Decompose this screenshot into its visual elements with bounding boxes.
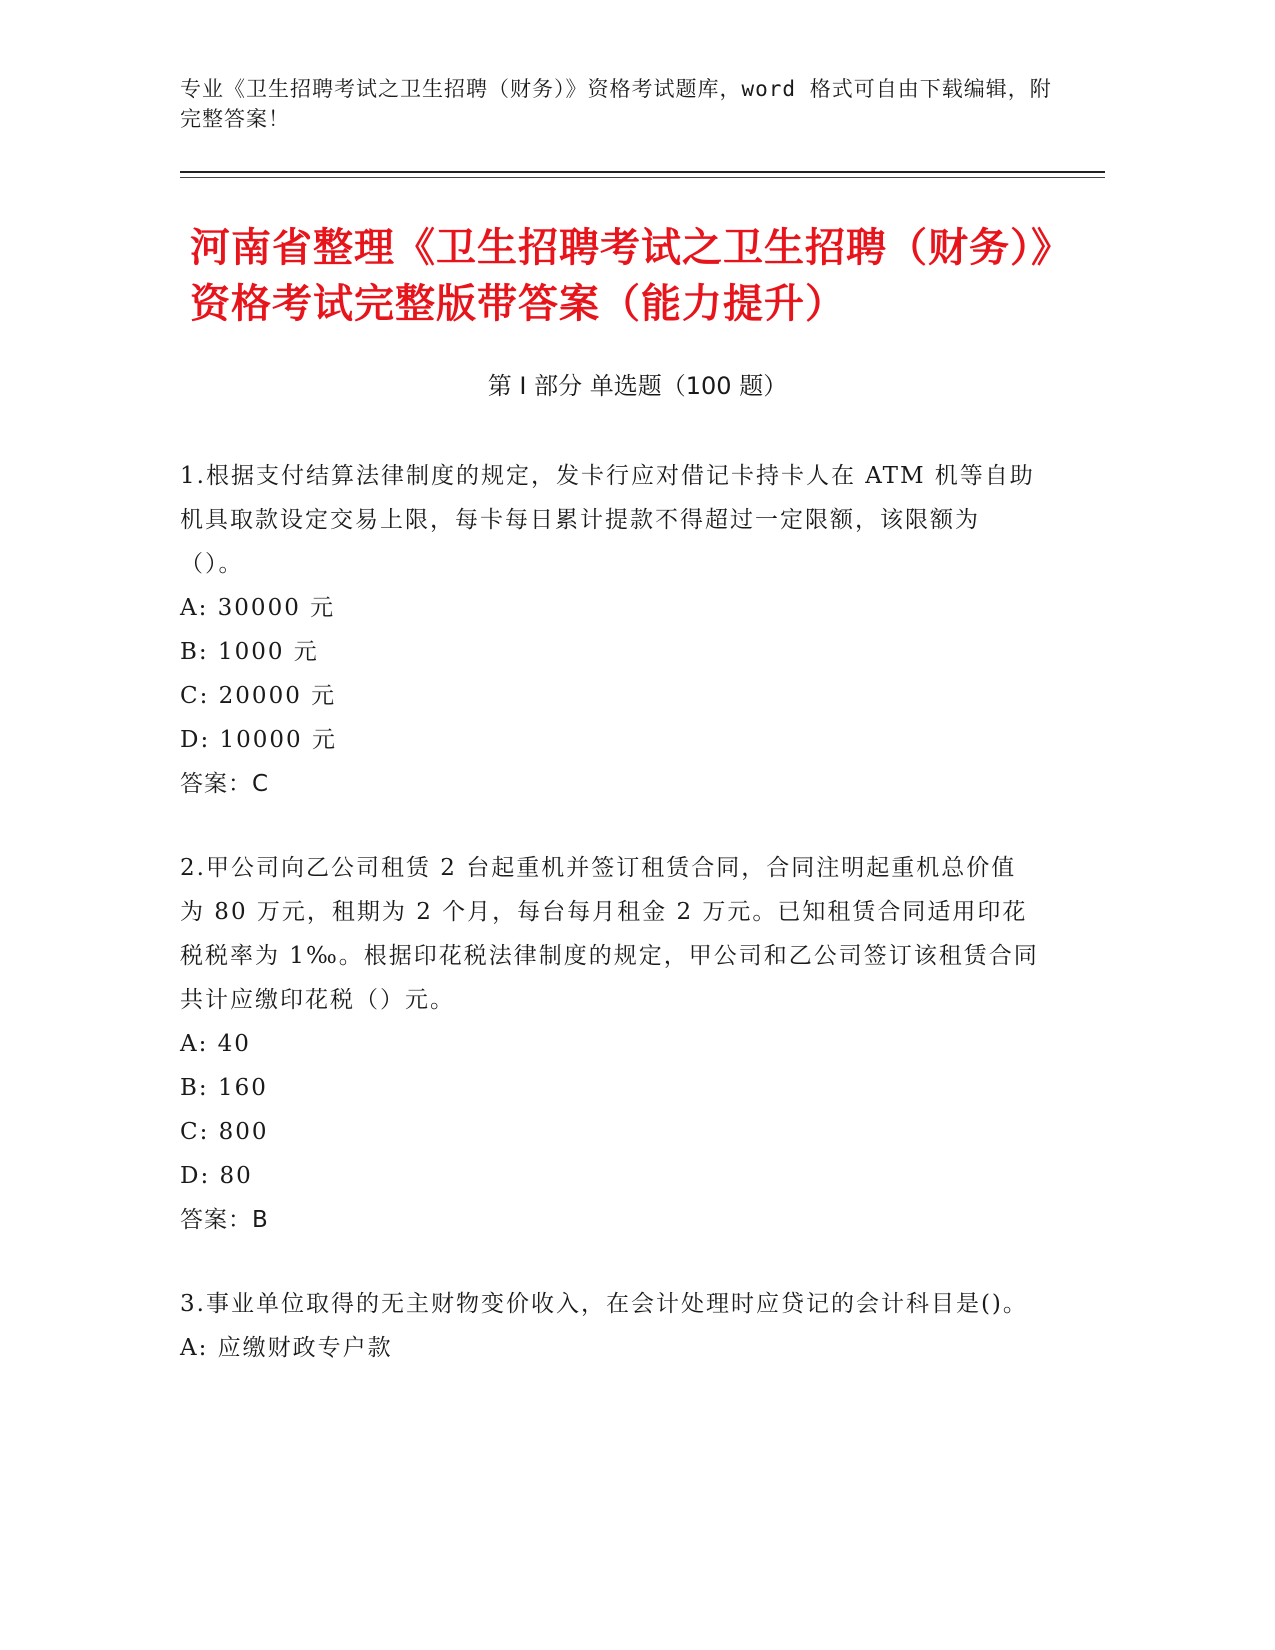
question-1 [180,454,1040,806]
option-text: 40 [208,1031,251,1057]
document-title: 河南省整理《卫生招聘考试之卫生招聘（财务）》资格考试完整版带答案（能力提升） [190,225,1052,327]
question-stem: 3.事业单位取得的无主财物变价收入，在会计处理时应贷记的会计科目是()。 [180,1291,1028,1317]
question-option-a [180,1326,1040,1370]
question-option-a [180,1022,1040,1066]
option-letter: D: [180,727,211,753]
option-text: 应缴财政专户款 [208,1335,393,1361]
option-letter: C: [180,1119,210,1145]
option-text: 10000 元 [210,727,337,753]
option-letter: B: [180,1075,209,1101]
section-heading: 第 I 部分 单选题（100 题） [487,372,788,400]
question-3 [180,1282,1040,1370]
question-answer: 答案：B [180,1207,269,1233]
option-letter: A: [180,1335,209,1361]
option-letter: D: [180,1163,211,1189]
question-option-d [180,1154,1040,1198]
question-option-a [180,586,1040,630]
question-answer: 答案：C [180,771,270,797]
question-stem: 2.甲公司向乙公司租赁 2 台起重机并签订租赁合同，合同注明起重机总价值为 80 万元，租期为 2 个月，每台每月租金 2 万元。已知租赁合同适用印花税税率为 1‰。根据印花税法律制度的规定，甲公司和乙公司签订该租赁合同共计应缴印花税（）元。 [180,855,1039,1013]
header-note: 专业《卫生招聘考试之卫生招聘（财务）》资格考试题库，word 格式可自由下载编辑，附完整答案！ [180,77,1052,131]
option-text: 30000 元 [208,595,336,621]
option-letter: C: [180,683,210,709]
option-letter: A: [180,595,209,621]
question-2 [180,846,1040,1242]
option-text: 80 [210,1163,253,1189]
question-option-c [180,674,1040,718]
question-option-c [180,1110,1040,1154]
option-text: 1000 元 [208,639,319,665]
option-text: 800 [209,1119,269,1145]
question-option-b [180,630,1040,674]
option-letter: A: [180,1031,209,1057]
question-stem: 1.根据支付结算法律制度的规定，发卡行应对借记卡持卡人在 ATM 机等自助机具取款设定交易上限，每卡每日累计提款不得超过一定限额，该限额为（）。 [180,463,1035,577]
option-text: 20000 元 [209,683,337,709]
question-option-b [180,1066,1040,1110]
question-option-d [180,718,1040,762]
option-letter: B: [180,639,209,665]
header-divider-thin [180,177,1105,178]
option-text: 160 [208,1075,268,1101]
header-divider-thick [180,171,1105,173]
